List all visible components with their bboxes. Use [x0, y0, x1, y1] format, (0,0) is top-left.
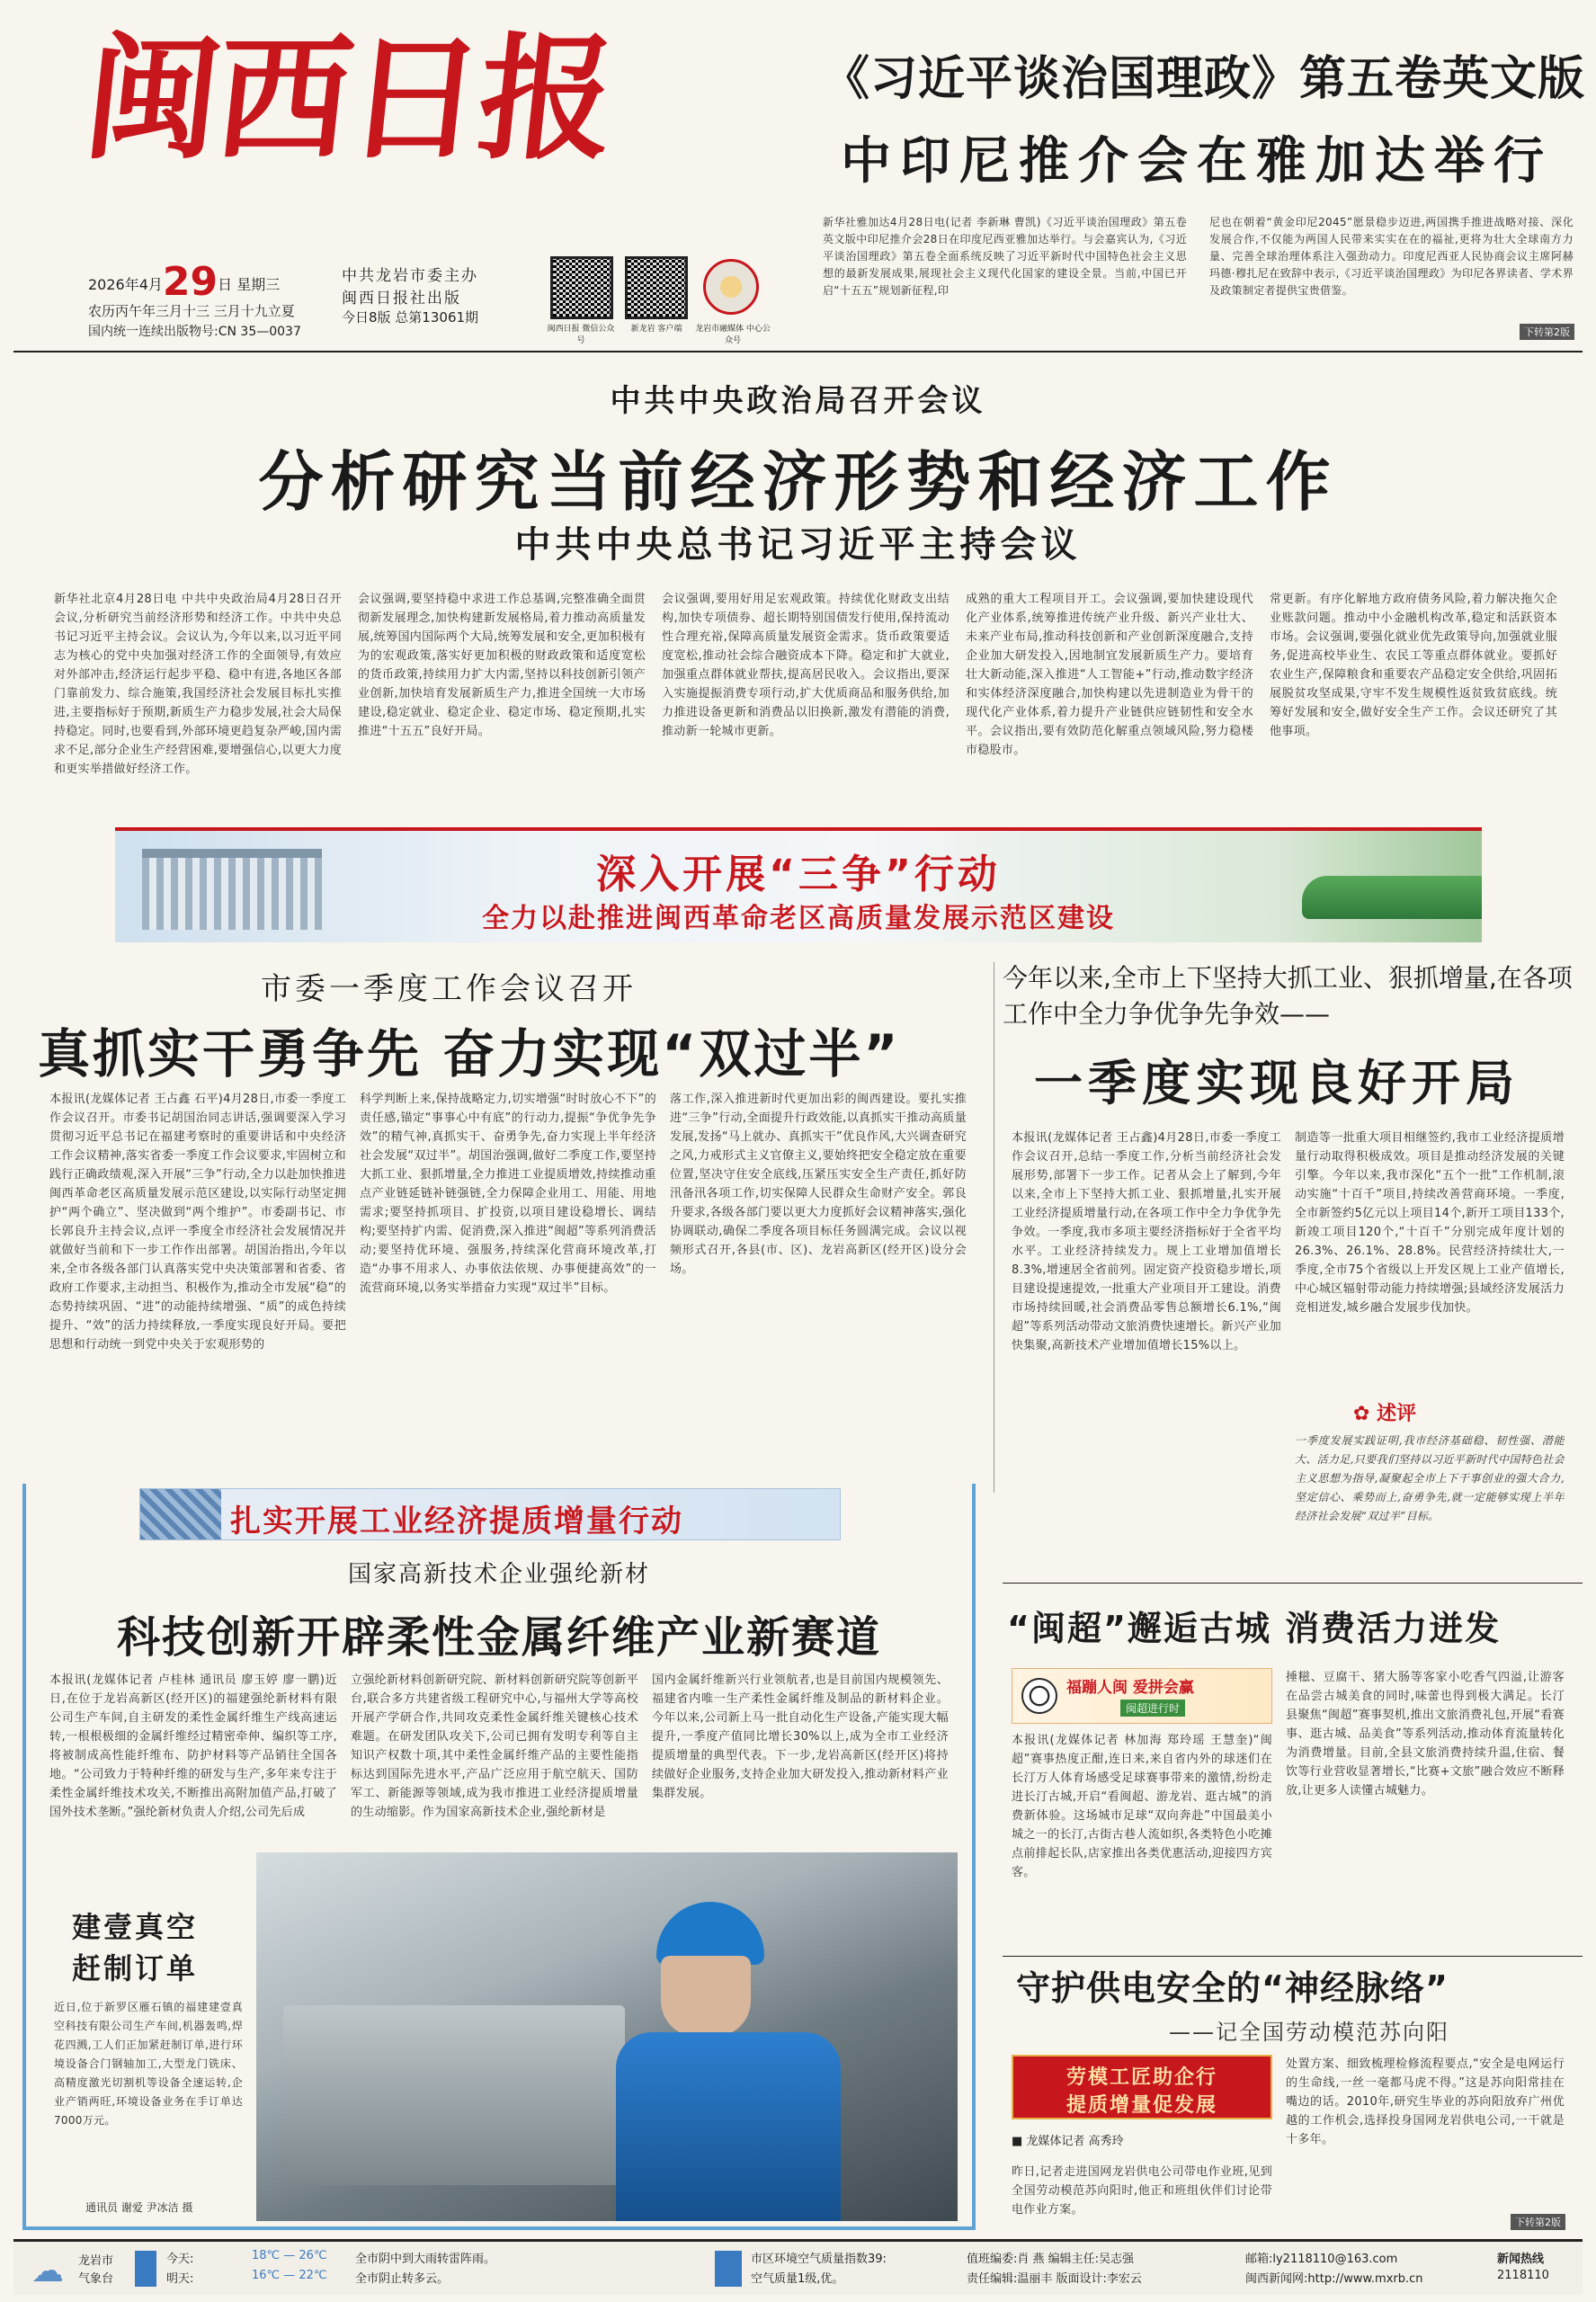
weather-station-2: 气象台	[78, 2272, 114, 2286]
lead-subhead: 中共中央总书记习近平主持会议	[514, 523, 1082, 566]
power-byline: ■ 龙媒体记者 高秀玲	[1012, 2135, 1124, 2148]
qr-code-wechat	[550, 256, 613, 319]
today-temp: 18℃ — 26℃	[252, 2249, 327, 2262]
lead-kicker: 中共中央政治局召开会议	[610, 383, 986, 419]
industry-kicker: 国家高新技术企业强纶新材	[347, 1561, 650, 1588]
minchao-headline: “闽超”邂逅古城 消费活力迸发	[1007, 1609, 1502, 1648]
masthead-date	[88, 259, 280, 305]
flower-icon: ✿	[1353, 1403, 1370, 1425]
section-divider	[1003, 1583, 1583, 1584]
industry-headline: 科技创新开辟柔性金属纤维产业新赛道	[116, 1612, 881, 1663]
weather-badge	[135, 2251, 156, 2287]
photo-title-1: 建壹真空	[72, 1910, 199, 1944]
lead-col-4: 成熟的重大工程项目开工。会议强调,要加快建设现代化产业体系,统筹推进传统产业升级、新兴产业壮大、未来产业布局,推动科技创新和产业创新深度融合,支持企业加大研发投入,因地制宜发展新质生产力。要培育壮大新动能,深入推进“人工智能+”行动,推动数字经济和实体经济深度融合,加快构建以先进制造业为骨干的现代化产业体系,着力提升产业链供应链韧性和安全水平。会议指出,要有效防范化解重点领域风险,努力稳楼市稳股市。	[966, 593, 1253, 757]
sponsor: 中共龙岩市委主办	[342, 267, 478, 285]
air-quality-badge	[715, 2251, 742, 2287]
industry-banner-text: 扎实开展工业经济提质增量行动	[230, 1503, 683, 1539]
meeting-col-3: 落工作,深入推进新时代更加出彩的闽西建设。要扎实推进“三争”行动,全面提升行政效能,以真抓实干推动高质量发展,发扬“马上就办、真抓实干”优良作风,大兴调查研究之风,力戒形式主义官僚主义,要始终把安全稳定放在重要位置,坚决守住安全底线,压紧压实安全生产责任,抓好防汛备汛各项工作,切实保障人民群众生命财产安全。郭良升要求,各级各部门要以更大力度抓好会议精神落实,强化协调联动,确保二季度各项目标任务圆满完成。会议以视频形式召开,各县(市、区)、龙岩高新区(经开区)设分会场。	[670, 1093, 967, 1276]
minchao-logo-text: 福蹦人闽 爱拼会赢	[1066, 1679, 1194, 1697]
continue-tag: 下转第2版	[1520, 324, 1574, 340]
comment-label	[1353, 1398, 1416, 1426]
footer-bar	[13, 2239, 1583, 2295]
campaign-subtitle: 全力以赴推进闽西革命老区高质量发展示范区建设	[482, 903, 1115, 934]
industry-col-3: 国内金属纤维新兴行业领航者,也是目前国内规模领先、福建省内唯一生产柔性金属纤维及制品的新材料企业。今年以来,公司新上马一批自动化生产设备,产能实现大幅提升,一季度产值同比增长30%以上,成为全市工业经济提质增量的典型代表。下一步,龙岩高新区(经开区)将持续做好企业服务,支持企业加大研发投入,推动新材料产业集群发展。	[652, 1673, 949, 1800]
hotline-label: 新闻热线	[1497, 2253, 1545, 2266]
photo-caption: 近日,位于新罗区雁石镇的福建建壹真空科技有限公司生产车间,机器轰鸣,焊花四溅,工人们正加紧赶制订单,进行环境设备合门钢轴加工,大型龙门铣床、高精度激光切割机等设备全速运转,企业产销两旺,环境设备业务在手订单达7000万元。	[54, 2001, 243, 2127]
minchao-logo	[1012, 1668, 1272, 1724]
qr-label-1: 闽西日报 微信公众号	[547, 325, 615, 345]
lead-headline: 分析研究当前经济形势和经济工作	[258, 444, 1338, 520]
power-col-1: 昨日,记者走进国网龙岩供电公司带电作业班,见到全国劳动模范苏向阳时,他正和班组伙伴们讨论带电作业方案。	[1012, 2165, 1272, 2217]
minchao-logo-sub: 闽超进行时	[1120, 1700, 1185, 1717]
lead-col-5: 常更新。有序化解地方政府债务风险,着力解决拖欠企业账款问题。推动中小金融机构改革,稳定和活跃资本市场。会议强调,要强化就业优先政策导向,加强就业服务,促进高校毕业生、农民工等重点群体就业。要抓好农业生产,保障粮食和重要农产品稳定安全供给,巩固拓展脱贫攻坚成果,守牢不发生规模性返贫致贫底线。统筹好发展和安全,做好安全生产工作。会议还研究了其他事项。	[1270, 593, 1557, 738]
top-story-col-2: 尼也在朝着“黄金印尼2045”愿景稳步迈进,两国携手推进战略对接、深化发展合作,不仅能为两国人民带来实实在在的福祉,更将为壮大全球南方力量、完善全球治理体系注入强劲动力。印度尼西亚人民协商会议主席阿赫玛德·穆扎尼在致辞中表示,《习近平谈治国理政》为印尼各界读者、学术界及政策制定者提供宝贵借鉴。	[1209, 216, 1574, 297]
quarter-col-2: 制造等一批重大项目相继签约,我市工业经济提质增量行动取得积极成效。项目是推动经济发展的关键引擎。今年以来,我市深化“五个一批”工作机制,滚动实施“十百千”项目,持续改善营商环境。一季度,全市新签约5亿元以上项目14个,新开工项目133个,新竣工项目120个,“十百千”分别完成年度计划的26.3%、26.1%、28.8%。民营经济持续壮大,一季度,全市75个省级以上开发区规上工业产值增长,中心城区辐射带动能力持续增强;县域经济发展活力竞相迸发,城乡融合发展步伐加快。	[1295, 1131, 1565, 1315]
tomorrow-desc: 全市阴止转多云。	[355, 2272, 450, 2286]
power-headline: 守护供电安全的“神经脉络”	[1016, 1968, 1449, 2008]
publisher: 闽西日报社出版	[342, 290, 461, 308]
weather-cloud-icon: ☁	[31, 2253, 64, 2289]
worker-body	[616, 2032, 841, 2221]
qr-label-3: 龙岩市融媒体 中心公众号	[695, 325, 771, 345]
minchao-col-2: 捶糍、豆腐干、猪大肠等客家小吃香气四溢,让游客在品尝古城美食的同时,味蕾也得到极大满足。长汀县聚焦“闽超”赛事契机,推出文旅消费礼包,开展“看赛事、逛古城、品美食”等系列活动,推动体育流量转化为消费增量。目前,全县文旅消费持续升温,住宿、餐饮等行业营收显著增长,“比赛+文旅”融合效应不断释放,让更多人读懂古城魅力。	[1286, 1671, 1565, 1798]
qr-label-2: 新龙岩 客户端	[630, 325, 682, 334]
today-desc: 全市阴中到大雨转雷阵雨。	[355, 2253, 496, 2266]
machine-shape	[283, 2005, 625, 2185]
photo-title-2: 赶制订单	[72, 1951, 199, 1985]
minchao-col-1: 本报讯(龙媒体记者 林加海 郑玲瑶 王慧奎)“闽超”赛事热度正酣,连日来,来自省内外的球迷们在长汀万人体育场感受足球赛事带来的激情,纷纷走进长汀古城,开启“看闽超、游龙岩、逛古城”的消费新体验。这场城市足球“双向奔赴”中国最美小城之一的长汀,古街古巷人流如织,各类特色小吃摊点前排起长队,店家推出各类优惠活动,迎接四方宾客。	[1012, 1734, 1272, 1879]
soccer-ball-icon	[1021, 1678, 1057, 1714]
editor-line-1: 值班编委:肖 燕 编辑主任:吴志强	[967, 2253, 1135, 2266]
industry-banner	[139, 1488, 841, 1540]
tomorrow-temp: 16℃ — 22℃	[252, 2269, 327, 2282]
today-label: 今天:	[166, 2253, 194, 2266]
meeting-col-2: 科学判断上来,保持战略定力,切实增强“时时放心不下”的责任感,锚定“事事心中有底”的行动力,提振“争优争先争效”的精气神,真抓实干、奋勇争先,奋力实现上半年经济社会发展“双过半”。胡国治强调,做好二季度工作,要坚持大抓工业、狠抓增量,全力推进工业提质增效,持续推动重点产业链延链补链强链,全力保障企业用工、用能、用地需求;要坚持抓项目、扩投资,以项目建设稳增长、调结构;要坚持扩内需、促消费,深入推进“闽超”等系列消费活动;要坚持优环境、强服务,持续深化营商环境改革,打造“办事不用求人、办事依法依规、办事便捷高效”的一流营商环境,以务实举措奋力实现“双过半”目标。	[360, 1093, 656, 1295]
meeting-col-1: 本报讯(龙媒体记者 王占鑫 石平)4月28日,市委一季度工作会议召开。市委书记胡国治同志讲话,强调要深入学习贯彻习近平总书记在福建考察时的重要讲话和中央经济工作会议精神,落实省委一季度工作会议要求,牢固树立和践行正确政绩观,深入开展“三争”行动,全力以赴加快推进闽西革命老区高质量发展示范区建设,以实际行动坚定拥护“两个确立”、坚决做到“两个维护”。市委副书记、市长郭良升主持会议,点评一季度全市经济社会发展情况并就做好当前和下一步工作作出部署。胡国治指出,今年以来,全市各级各部门认真落实党中央决策部署和省委、省政府工作要求,主动担当、积极作为,推动全市发展“稳”的态势持续巩固、“进”的动能持续增强、“质”的成色持续提升、“效”的活力持续释放,一季度实现良好开局。要把思想和行动统一到党中央关于宏观形势的	[49, 1093, 346, 1352]
date-suffix: 日 星期三	[218, 276, 281, 293]
power-continue-tag: 下转第2版	[1511, 2214, 1565, 2230]
tomorrow-label: 明天:	[166, 2272, 194, 2286]
quarter-intro: 今年以来,全市上下坚持大抓工业、狠抓增量,在各项工作中全力争优争先争效——	[1003, 963, 1573, 1029]
cn-number: 国内统一连续出版物号:CN 35—0037	[88, 325, 301, 339]
quarter-headline: 一季度实现良好开局	[1034, 1055, 1520, 1111]
meeting-kicker: 市委一季度工作会议召开	[261, 971, 637, 1007]
quarter-col-1: 本报讯(龙媒体记者 王占鑫)4月28日,市委一季度工作会议召开,总结一季度工作,分析当前经济社会发展形势,部署下一步工作。记者从会上了解到,今年以来,全市上下坚持大抓工业、狠抓增量,扎实开展工业经济提质增量行动,在各项工作中全力争优争先争效。一季度,我市多项主要经济指标好于全省平均水平。工业经济持续发力。规上工业增加值增长8.3%,增速居全省前列。固定资产投资稳步增长,项目建设提速提效,一批重大产业项目开工建设。消费市场持续回暖,社会消费品零售总额增长6.1%,“闽超”等系列活动带动文旅消费快速增长。新兴产业加快集聚,高新技术产业增加值增长15%以上。	[1012, 1131, 1281, 1352]
newspaper-title: 闽西日报	[76, 20, 620, 178]
hotline-number[interactable]: 2118110	[1497, 2269, 1549, 2282]
weather-station-1: 龙岩市	[78, 2254, 114, 2268]
lead-col-2: 会议强调,要坚持稳中求进工作总基调,完整准确全面贯彻新发展理念,加快构建新发展格局,着力推动高质量发展,统筹国内国际两个大局,统筹发展和安全,更加积极有为的宏观政策,落实好更加积极的财政政策和适度宽松的货币政策,持续用力扩大内需,坚持以科技创新引领产业创新,加快培育发展新质生产力,推进全国统一大市场建设,稳定就业、稳定企业、稳定市场、稳定预期,扎实推进“十五五”良好开局。	[358, 593, 646, 738]
worker-face	[661, 1956, 751, 2037]
campaign-title: 深入开展“三争”行动	[596, 852, 1001, 897]
worker-icon	[140, 1489, 221, 1540]
lunar-date: 农历丙午年三月十三 三月十九立夏	[88, 303, 295, 319]
campaign-banner	[115, 827, 1482, 942]
air-quality-1: 市区环境空气质量指数39:	[751, 2253, 887, 2266]
power-subhead: ——记全国劳动模范苏向阳	[1169, 2020, 1449, 2045]
contact-email[interactable]: 邮箱:ly2118110@163.com	[1245, 2253, 1398, 2266]
factory-worker-photo	[256, 1852, 958, 2221]
qr-code-app	[625, 256, 688, 319]
air-quality-2: 空气质量1级,优。	[751, 2272, 844, 2286]
date-prefix: 2026年4月	[88, 276, 163, 293]
power-col-2: 处置方案、细致梳理检修流程要点,“安全是电网运行的生命线,一丝一毫都马虎不得。”这是苏向阳常挂在嘴边的话。2010年,研究生毕业的苏向阳放弃广州优越的工作机会,选择投身国网龙岩供电公司,一干就是十多年。	[1286, 2057, 1565, 2146]
labor-model-banner	[1012, 2055, 1272, 2119]
edition-info: 今日8版 总第13061期	[342, 309, 479, 326]
editor-line-2: 责任编辑:温丽丰 版面设计:李宏云	[967, 2272, 1142, 2286]
top-story-headline-2: 中印尼推介会在雅加达举行	[841, 132, 1553, 191]
lead-col-3: 会议强调,要用好用足宏观政策。持续优化财政支出结构,加快专项债券、超长期特别国债发行使用,保持流动性合理充裕,保障高质量发展资金需求。货币政策要适度宽松,推动社会综合融资成本下降。稳定和扩大就业,加强重点群体就业帮扶,提高居民收入。会议指出,要深入实施提振消费专项行动,扩大优质商品和服务供给,加力推进设备更新和消费品以旧换新,激发有潜能的消费,推动新一轮城市更新。	[662, 593, 950, 738]
labor-banner-line-2: 提质增量促发展	[1065, 2094, 1217, 2117]
date-day: 29	[162, 259, 218, 305]
comment-label-text: 述评	[1377, 1403, 1417, 1425]
industry-col-2: 立强纶新材料创新研究院、新材料创新研究院等创新平台,联合多方共建省级工程研究中心,与福州大学等高校开展产学研合作,共同攻克柔性金属纤维关键核心技术难题。在研发团队攻关下,公司已拥有发明专利等自主知识产权数十项,其中柔性金属纤维产品的主要性能指标达到国际先进水平,产品广泛应用于航空航天、国防军工、新能源等领域,成为我市推进工业经济提质增量的生动缩影。作为国家高新技术企业,强纶新材是	[351, 1673, 638, 1819]
media-center-logo	[703, 259, 759, 315]
meeting-headline: 真抓实干勇争先 奋力实现“双过半”	[38, 1023, 901, 1084]
industry-col-1: 本报讯(龙媒体记者 卢桂林 通讯员 廖玉婷 廖一鹏)近日,在位于龙岩高新区(经开区)的福建强纶新材料有限公司生产车间,自主研发的柔性金属纤维生产线高速运转,一根根极细的金属纤维经过精密牵伸、编织等工序,将被制成高性能纤维布、防护材料等产品销往全国各地。“公司致力于特种纤维的研发与生产,多年来专注于柔性金属纤维技术攻关,不断推出高附加值产品,打破了国外技术垄断。”强纶新材负责人介绍,公司先后成	[49, 1673, 337, 1819]
top-story-col-1: 新华社雅加达4月28日电(记者 李新琳 曹凯)《习近平谈治国理政》第五卷英文版中印尼推介会28日在印度尼西亚雅加达举行。与会嘉宾认为,《习近平谈治国理政》第五卷全面系统反映了习近平新时代中国特色社会主义思想的最新发展成果,展现社会主义现代化国家的建设全景。当前,中国已开启“十五五”规划新征程,印	[823, 216, 1187, 297]
section-divider-2	[1003, 1956, 1583, 1957]
comment-text: 一季度发展实践证明,我市经济基础稳、韧性强、潜能大、活力足,只要我们坚持以习近平新时代中国特色社会主义思想为指导,凝聚起全市上下干事创业的强大合力,坚定信心、乘势而上,奋勇争先,就一定能够实现上半年经济社会发展“双过半”目标。	[1295, 1434, 1565, 1522]
contact-website[interactable]: 闽西新闻网:http://www.mxrb.cn	[1245, 2272, 1423, 2286]
lead-col-1: 新华社北京4月28日电 中共中央政治局4月28日召开会议,分析研究当前经济形势和经济工作。中共中央总书记习近平主持会议。会议认为,今年以来,以习近平同志为核心的党中央加强对经济工作的全面领导,有效应对外部冲击,经济运行起步平稳、稳中有进,各地区各部门靠前发力、综合施策,我国经济社会发展目标扎实推进,主要指标好于预期,新质生产力稳步发展,社会大局保持稳定。同时,也要看到,外部环境更趋复杂严峻,国内需求不足,部分企业生产经营困难,要增强信心,以更大力度和更实举措做好经济工作。	[54, 593, 342, 776]
photo-credit: 通讯员 谢爱 尹冰洁 摄	[85, 2201, 193, 2214]
labor-banner-line-1: 劳模工匠助企行	[1065, 2066, 1217, 2089]
top-story-headline-1: 《习近平谈治国理政》第五卷英文版	[823, 52, 1586, 106]
masthead-divider	[13, 351, 1583, 352]
